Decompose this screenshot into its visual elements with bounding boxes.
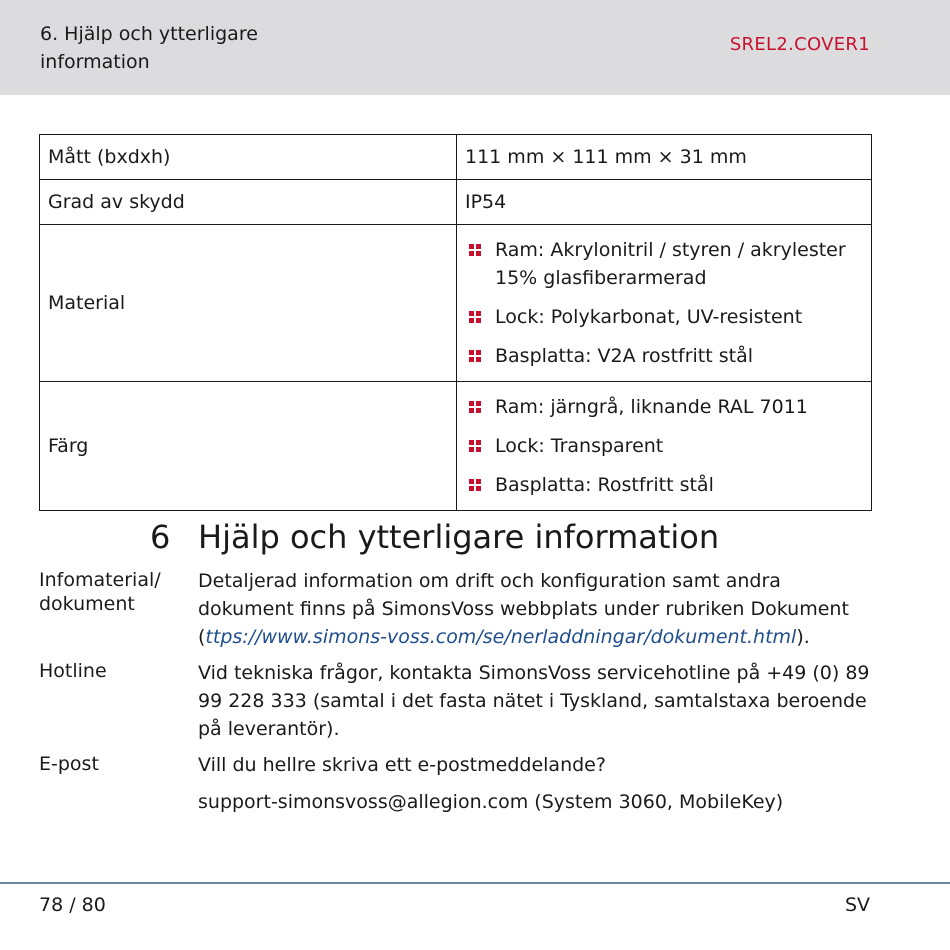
spec-label: Färg bbox=[40, 382, 457, 511]
page-header bbox=[0, 0, 950, 95]
section-number: 6 bbox=[150, 518, 171, 556]
table-row bbox=[40, 382, 872, 511]
spec-label: Grad av skydd bbox=[40, 180, 457, 225]
list-item-text: Ram: Akrylonitril / styren / akrylester 15% glasfiberarmerad bbox=[495, 239, 846, 289]
infomaterial-text-after: ). bbox=[796, 626, 810, 648]
list-item bbox=[465, 342, 863, 370]
spec-value: 111 mm × 111 mm × 31 mm bbox=[457, 135, 872, 180]
spec-value: IP54 bbox=[457, 180, 872, 225]
bullet-icon bbox=[469, 350, 481, 362]
table-row bbox=[40, 135, 872, 180]
list-item bbox=[465, 236, 863, 292]
list-item-text: Basplatta: Rostfritt stål bbox=[495, 474, 714, 496]
hotline-label: Hotline bbox=[39, 660, 107, 682]
list-item-text: Lock: Transparent bbox=[495, 435, 664, 457]
list-item-text: Ram: järngrå, liknande RAL 7011 bbox=[495, 396, 808, 418]
bullet-icon bbox=[469, 401, 481, 413]
footer-divider bbox=[0, 882, 950, 884]
list-item bbox=[465, 303, 863, 331]
hotline-text: Vid tekniska frågor, kontakta SimonsVoss servicehotline på +49 (0) 89 99 228 333 (samtal i det fasta nätet i Tyskland, samtalstaxa beroende på leverantör). bbox=[198, 662, 870, 740]
page-number: 78 / 80 bbox=[39, 894, 106, 916]
spec-value-list bbox=[457, 225, 872, 382]
section-title: Hjälp och ytterligare information bbox=[198, 518, 720, 556]
email-address[interactable]: support-simonsvoss@allegion.com (System 3060, MobileKey) bbox=[198, 791, 784, 813]
table-row bbox=[40, 180, 872, 225]
list-item bbox=[465, 393, 863, 421]
spec-label: Mått (bxdxh) bbox=[40, 135, 457, 180]
spec-label: Material bbox=[40, 225, 457, 382]
infomaterial-text-before: Detaljerad information om drift och konfiguration samt andra dokument finns på SimonsVoss webbplats under rubriken Dokument ( bbox=[198, 570, 849, 648]
header-chapter-title: 6. Hjälp och ytterligare information bbox=[40, 23, 258, 73]
spec-value-list bbox=[457, 382, 872, 511]
bullet-icon bbox=[469, 479, 481, 491]
bullet-icon bbox=[469, 244, 481, 256]
list-item bbox=[465, 432, 863, 460]
list-item-text: Lock: Polykarbonat, UV-resistent bbox=[495, 306, 803, 328]
table-row bbox=[40, 225, 872, 382]
infomaterial-text bbox=[198, 567, 878, 651]
list-item-text: Basplatta: V2A rostfritt stål bbox=[495, 345, 754, 367]
language-code: SV bbox=[844, 894, 870, 916]
list-item bbox=[465, 471, 863, 499]
email-label: E-post bbox=[39, 753, 99, 775]
email-question: Vill du hellre skriva ett e-postmeddelande? bbox=[198, 754, 606, 776]
bullet-icon bbox=[469, 311, 481, 323]
header-doc-code: SREL2.COVER1 bbox=[729, 34, 870, 55]
infomaterial-label: Infomaterial/ dokument bbox=[39, 569, 161, 615]
bullet-icon bbox=[469, 440, 481, 452]
spec-table bbox=[39, 134, 872, 511]
documents-link[interactable]: ttps://www.simons-voss.com/se/nerladdningar/dokument.html bbox=[205, 626, 797, 648]
